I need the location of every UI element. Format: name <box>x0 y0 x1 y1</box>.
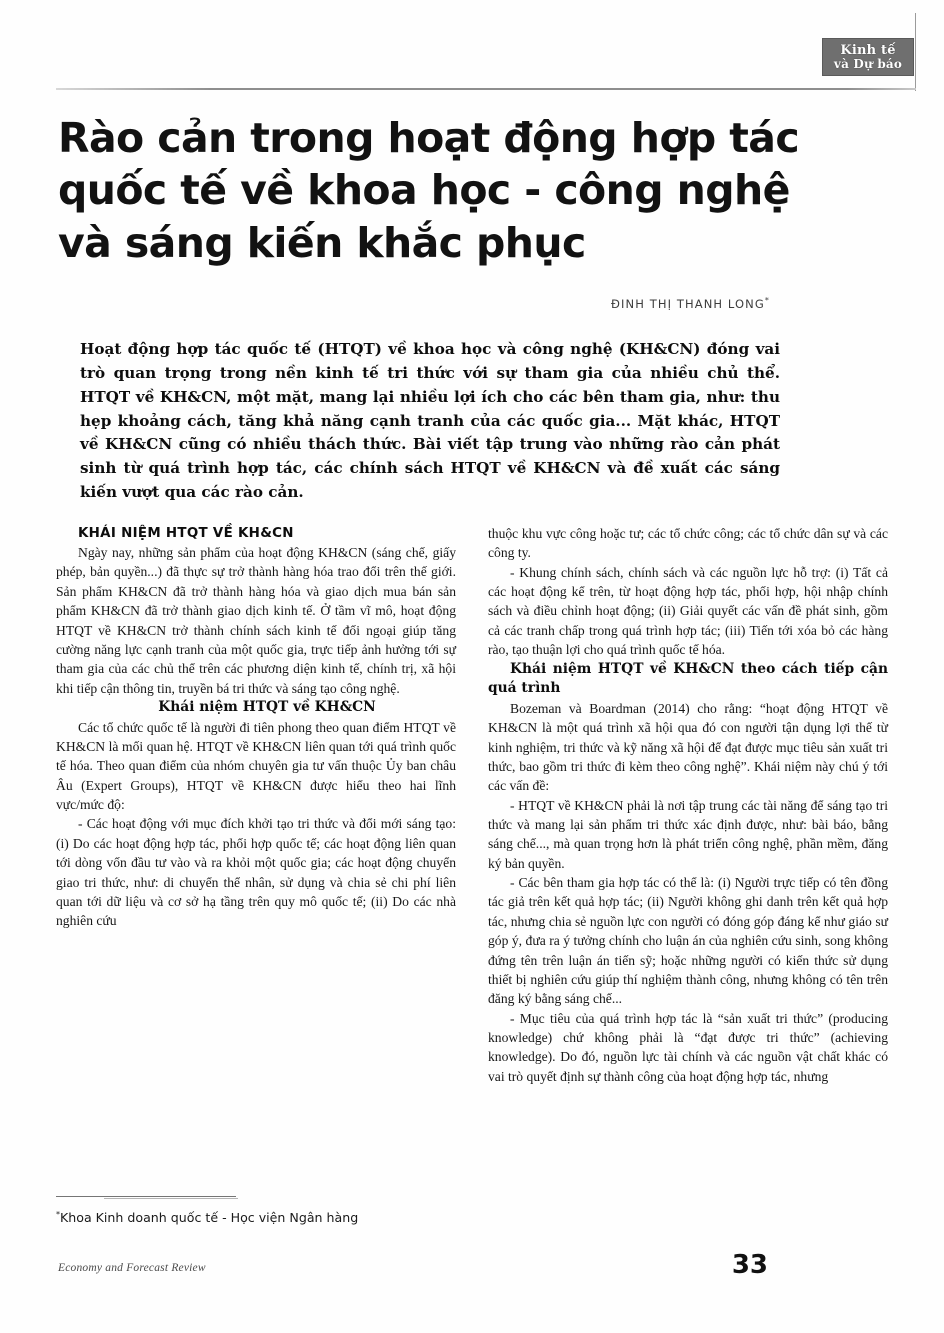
footnote-marker: * <box>56 1210 60 1219</box>
page-title <box>58 112 800 269</box>
abstract-paragraph: Hoạt động hợp tác quốc tế (HTQT) về khoa học và công nghệ (KH&CN) đóng vai trò quan trọng trong nền kinh tế tri thức với sự tham gia của nhiều chủ thể. HTQT về KH&CN, một mặt, mang lại nhiều lợi ích cho các bên tham gia, như: thu hẹp khoảng cách, tăng khả năng cạnh tranh của các quốc gia... Mặt khác, HTQT về KH&CN cũng có nhiều thách thức. Bài viết tập trung vào những rào cản phát sinh từ quá trình hợp tác, các chính sách HTQT về KH&CN và đề xuất các sáng kiến vượt qua các rào cản. <box>80 340 780 502</box>
author-byline <box>58 296 770 311</box>
header-divider-rule <box>56 88 916 90</box>
left-column <box>56 524 456 1184</box>
left-sub-heading: Khái niệm HTQT về KH&CN <box>158 698 376 715</box>
right-paragraph-6: - Mục tiêu của quá trình hợp tác là “sản xuất tri thức” (producing knowledge) chứ không phải là “đạt được tri thức” (achieving knowledge). Do đó, nguồn lực tài chính và các nguồn vật chất khác có vai trò quyết định sự thành công của hoạt động hợp tác, nhưng <box>488 1010 888 1084</box>
footnote <box>56 1210 656 1225</box>
author-name: ĐINH THỊ THANH LONG <box>611 296 765 311</box>
footnote-divider-rule-secondary <box>104 1198 238 1199</box>
page-title-line-2: quốc tế về khoa học - công nghệ <box>58 166 790 215</box>
masthead-line-2: và Dự báo <box>833 56 903 71</box>
right-paragraph-4: - HTQT về KH&CN phải là nơi tập trung các tài năng để sáng tạo tri thức và mang lại sản phẩm tri thức xác định được, như: bài báo, bằng sáng chế..., mà quan trọng hơn là phát triển công nghệ, phần mềm, đăng ký bản quyền. <box>488 797 888 871</box>
masthead-logo <box>822 38 914 76</box>
section-heading: KHÁI NIỆM HTQT VỀ KH&CN <box>78 526 294 541</box>
right-paragraph-5: - Các bên tham gia hợp tác có thể là: (i) Người trực tiếp có tên đồng tác giả trên kết quả hợp tác; (ii) Người không ghi danh trên kết quả hợp tác, nhưng chia sẻ nguồn lực con người có đóng góp đáng kể như giáo sư góp ý, đưa ra ý tưởng chính cho luận án của nghiên cứu sinh, song không đứng tên trên luận án tiến sỹ; hoặc những người có kiến thức sử dụng thiết bị nghiên cứu giúp thí nghiệm thành công, nhưng không có tên trên đăng ký bằng sáng chế... <box>488 875 888 1007</box>
author-footnote-marker: * <box>764 296 770 305</box>
footer-journal-name: Economy and Forecast Review <box>58 1262 206 1274</box>
right-sub-heading: Khái niệm HTQT về KH&CN theo cách tiếp cận quá trình <box>488 660 888 697</box>
right-column <box>488 524 888 1184</box>
page-title-line-1: Rào cản trong hoạt động hợp tác <box>58 114 800 162</box>
footnote-divider-rule <box>56 1196 236 1197</box>
right-paragraph-3: Bozeman và Boardman (2014) cho rằng: “hoạt động HTQT về KH&CN là một quá trình xã hội qua đó con người tận dụng lợi thế từ kinh nghiệm, tri thức và kỹ năng xã hội để đạt được mục tiêu sản xuất tri thức, bao gồm tri thức đi kèm theo công nghệ”. Khái niệm này chú ý tới các vấn đề: <box>488 700 888 794</box>
body-columns <box>56 524 888 1184</box>
footer-page-number: 33 <box>731 1250 768 1280</box>
footnote-text: Khoa Kinh doanh quốc tế - Học viện Ngân hàng <box>60 1210 359 1226</box>
masthead-line-1: Kinh tế <box>840 42 896 58</box>
page-title-line-3: và sáng kiến khắc phục <box>58 218 586 267</box>
right-paragraph-2: - Khung chính sách, chính sách và các nguồn lực hỗ trợ: (i) Tất cả các hoạt động kể trên, từ hoạt động hợp tác, phối hợp, hội nhập chính sách và điều chỉnh hoạt động; (ii) Giải quyết các vấn đề phát sinh, gồm cả các tranh chấp trong quá trình hợp tác; (iii) Tiến tới xóa bỏ các hàng rào, tạo thuận lợi cho quá trình quốc tế hóa. <box>488 564 888 658</box>
left-paragraph-1: Ngày nay, những sản phẩm của hoạt động KH&CN (sáng chế, giấy phép, bản quyền...) đã thực sự trở thành hàng hóa trao đổi trên thế giới. Sản phẩm KH&CN đã trở thành hàng hóa và giao dịch mua bán sản phẩm KH&CN đã trở thành giao dịch kinh tế. Ở tầm vĩ mô, hoạt động HTQT về KH&CN trở thành chính sách kinh tế đối ngoại giúp tăng cường năng lực cạnh tranh của một quốc gia, trực tiếp ảnh hưởng tới sự tham gia của các chủ thể trên các phương diện kinh tế, chính trị, xã hội khi tiếp cận thông tin, truyền bá tri thức và sáng tạo công nghệ. <box>56 545 456 696</box>
header-edge-rule <box>915 13 916 91</box>
left-paragraph-2: Các tổ chức quốc tế là người đi tiên phong theo quan điểm HTQT về KH&CN là mối quan hệ. HTQT về KH&CN liên quan tới quá trình quốc tế hóa. Theo quan điểm của nhóm chuyên gia tư vấn thuộc Ủy ban châu Âu (Expert Groups), HTQT về KH&CN được hiểu theo hai lĩnh vực/mức độ: <box>56 719 456 813</box>
left-paragraph-3: - Các hoạt động với mục đích khởi tạo tri thức và đổi mới sáng tạo: (i) Do các hoạt động hợp tác, phối hợp quốc tế; các hoạt động liên quan tới dòng vốn đầu tư vào và ra khỏi một quốc gia; các hoạt động chuyển giao tri thức, như: di chuyển thể nhân, sử dụng và chia sẻ chi phí liên quan tới dữ liệu và cơ sở hạ tầng trên quy mô quốc tế; (ii) Do các nhà nghiên cứu <box>56 816 456 929</box>
right-paragraph-1: thuộc khu vực công hoặc tư; các tổ chức công; các tổ chức dân sự và các công ty. <box>488 526 888 561</box>
